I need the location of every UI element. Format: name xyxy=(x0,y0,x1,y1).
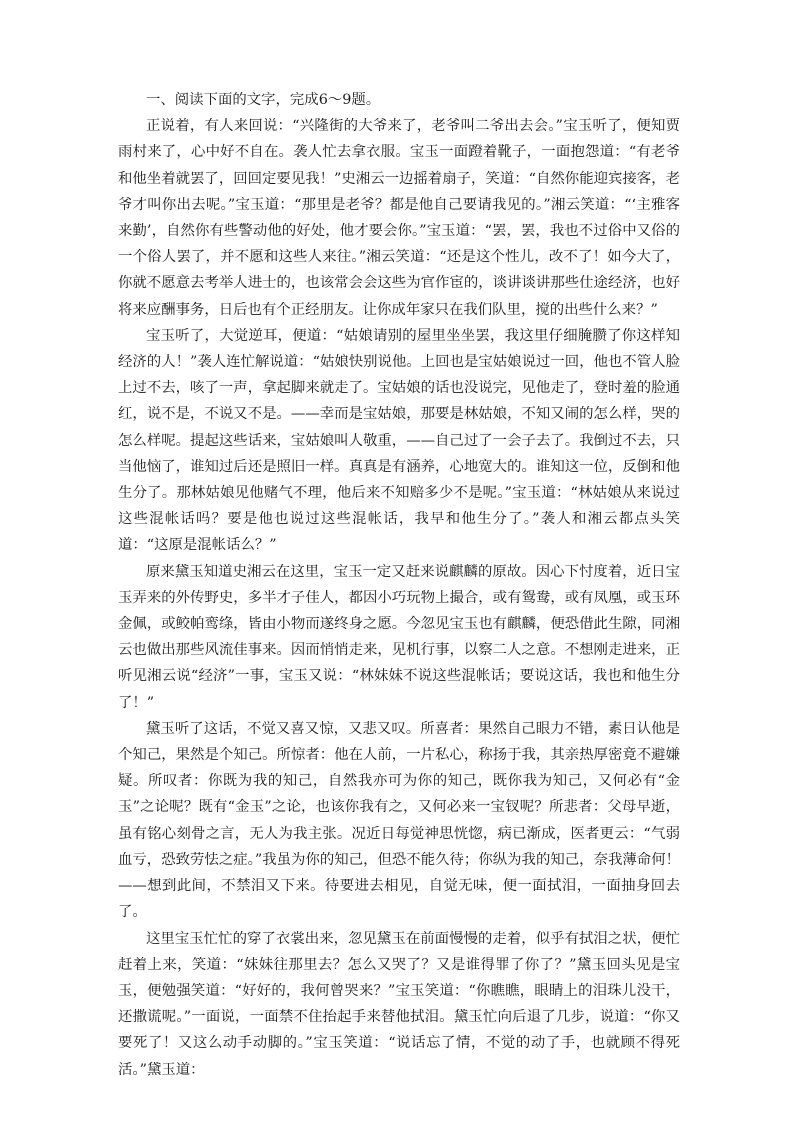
paragraph-5: 这里宝玉忙忙的穿了衣裳出来，忽见黛玉在前面慢慢的走着，似乎有拭泪之状，便忙赶着上来，笑道：“妹妹往那里去？怎么又哭了？又是谁得罪了你了？”黛玉回头见是宝玉，便勉强笑道：“好好的，我何曾哭来？”宝玉笑道：“你瞧瞧，眼睛上的泪珠儿没干，还撒谎呢。”一面说，一面禁不住抬起手来替他拭泪。黛玉忙向后退了几步，说道：“你又要死了！又这么动手动脚的。”宝玉笑道：“说话忘了情，不觉的动了手，也就顾不得死活。”黛玉道： xyxy=(118,930,680,1078)
paragraph-1: 正说着，有人来回说：“兴隆街的大爷来了，老爷叫二爷出去会。”宝玉听了，便知贾雨村来了，心中好不自在。袭人忙去拿衣服。宝玉一面蹬着靴子，一面抱怨道：“有老爷和他坐着就罢了，回回定要见我！”史湘云一边摇着扇子，笑道：“自然你能迎宾接客，老爷才叫你出去呢。”宝玉道：“那里是老爷？都是他自己要请我见的。”湘云笑道：“‘主雅客来勤’，自然你有些警动他的好处，他才要会你。”宝玉道：“罢，罢，我也不过俗中又俗的一个俗人罢了，并不愿和这些人来往。”湘云笑道：“还是这个性儿，改不了！如今大了，你就不愿意去考举人进士的，也该常会会这些为官作宦的，谈讲谈讲那些仕途经济，也好将来应酬事务，日后也有个正经朋友。让你成年家只在我们队里，搅的出些什么来？” xyxy=(118,118,680,318)
document-page xyxy=(118,87,680,1083)
section-heading: 一、阅读下面的文字，完成6～9题。 xyxy=(146,92,381,108)
paragraph-2: 宝玉听了，大觉逆耳，便道：“姑娘请别的屋里坐坐罢，我这里仔细腌臜了你这样知经济的人！”袭人连忙解说道：“姑娘快别说他。上回也是宝姑娘说过一回，他也不管人脸上过不去，咳了一声，拿起脚来就走了。宝姑娘的话也没说完，见他走了，登时羞的脸通红，说不是，不说又不是。——幸而是宝姑娘，那要是林姑娘，不知又闹的怎么样，哭的怎么样呢。提起这些话来，宝姑娘叫人敬重，——自己过了一会子去了。我倒过不去，只当他恼了，谁知过后还是照旧一样。真真是有涵养，心地宽大的。谁知这一位，反倒和他生分了。那林姑娘见他赌气不理，他后来不知赔多少不是呢。”宝玉道：“林姑娘从来说过这些混帐话吗？要是他也说过这些混帐话，我早和他生分了。”袭人和湘云都点头笑道：“这原是混帐话么？” xyxy=(118,327,680,554)
paragraph-4: 黛玉听了这话，不觉又喜又惊，又悲又叹。所喜者：果然自己眼力不错，素日认他是个知己，果然是个知己。所惊者：他在人前，一片私心，称扬于我，其亲热厚密竟不避嫌疑。所叹者：你既为我的知己，自然我亦可为你的知己，既你我为知己，又何必有“金玉”之论呢？既有“金玉”之论，也该你我有之，又何必来一宝钗呢？所悲者：父母早逝，虽有铭心刻骨之言，无人为我主张。况近日每觉神思恍惚，病已渐成，医者更云：“气弱血亏，恐致劳怯之症。”我虽为你的知己，但恐不能久待；你纵为我的知己，奈我薄命何！——想到此间，不禁泪又下来。待要进去相见，自觉无味，便一面拭泪，一面抽身回去了。 xyxy=(118,720,680,921)
paragraph-3: 原来黛玉知道史湘云在这里，宝玉一定又赶来说麒麟的原故。因心下忖度着，近日宝玉弄来的外传野史，多半才子佳人，都因小巧玩物上撮合，或有鸳鸯，或有凤凰，或玉环金佩，或鲛帕鸾绦，皆由小物而遂终身之愿。今忽见宝玉也有麒麟，便恐借此生隙，同湘云也做出那些风流佳事来。因而悄悄走来，见机行事，以察二人之意。不想刚走进来，正听见湘云说“经济”一事，宝玉又说：“林妹妹不说这些混帐话；要说这话，我也和他生分了！” xyxy=(118,563,680,711)
